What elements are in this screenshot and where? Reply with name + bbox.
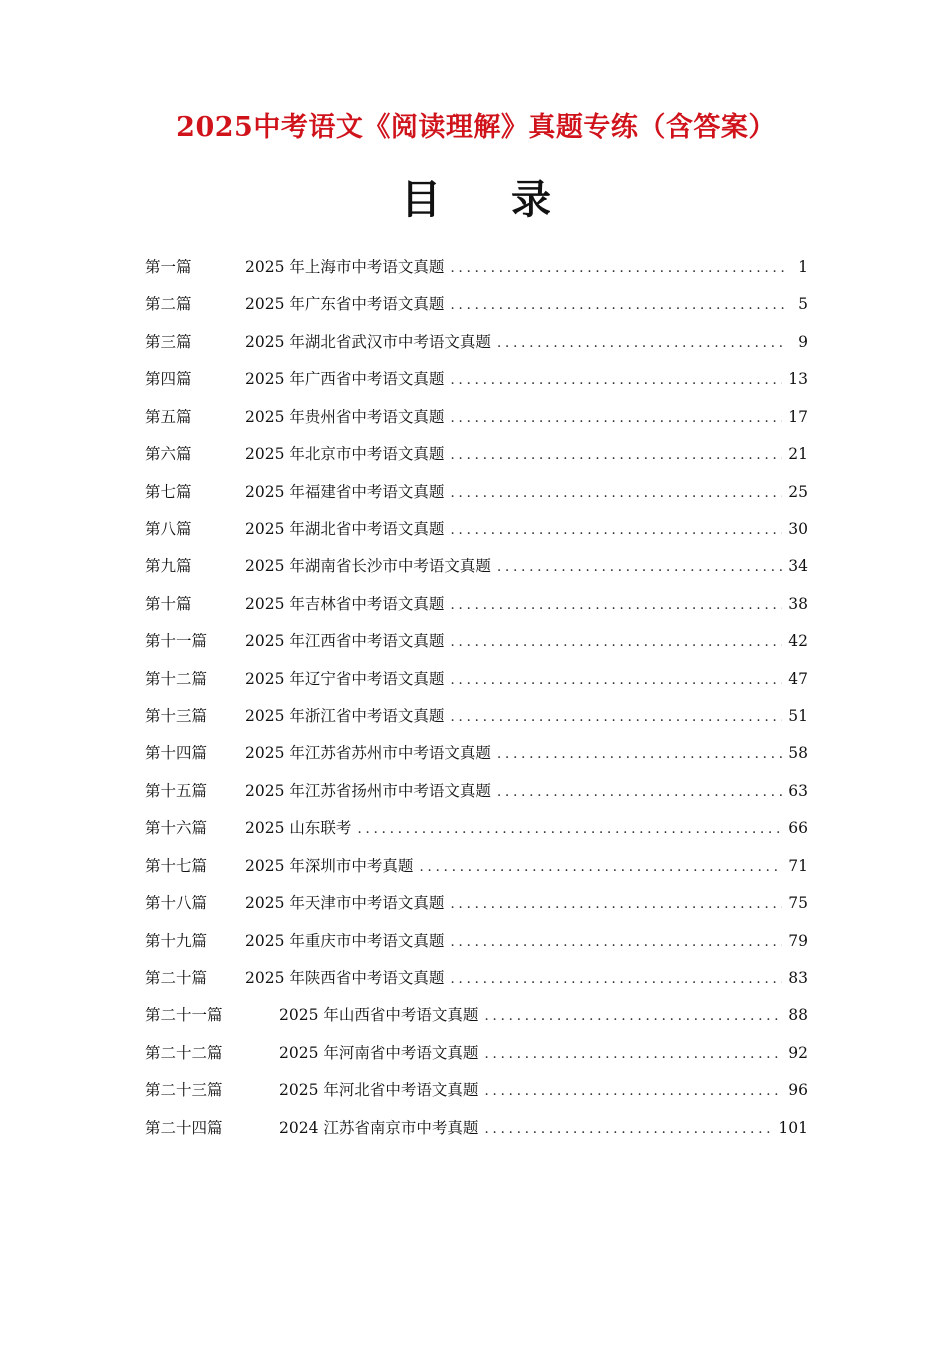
toc-entry-page-number: 51 [788,707,808,726]
toc-dot-leader [497,325,788,362]
toc-entry[interactable] [145,436,808,473]
toc-entry-title: 2025 年湖北省中考语文真题 [245,519,445,538]
toc-entry-page-number: 17 [788,407,808,426]
toc-entry-title: 2025 年山西省中考语文真题 [279,1006,479,1025]
toc-entry[interactable] [145,698,808,735]
toc-entry-label: 第二十篇 [145,969,208,988]
toc-entry-page-number: 96 [788,1081,808,1100]
toc-dot-leader [484,1036,782,1073]
toc-entry-title: 2025 年上海市中考语文真题 [245,258,445,276]
toc-entry-title: 2025 年江西省中考语文真题 [245,632,445,651]
toc-entry-title: 2024 江苏省南京市中考真题 [279,1118,479,1137]
toc-entry[interactable] [145,511,808,548]
toc-entry-page-number: 63 [788,781,808,800]
toc-entry-label: 第十五篇 [145,781,208,800]
toc-dot-leader [450,961,782,998]
toc-entry-label: 第二十四篇 [145,1118,223,1137]
toc-entry-title: 2025 年吉林省中考语文真题 [245,594,445,613]
toc-entry-label: 第二十一篇 [145,1006,223,1025]
toc-entry-title: 2025 年江苏省苏州市中考语文真题 [245,744,491,763]
toc-entry-page-number: 75 [788,894,808,913]
table-of-contents [145,249,808,1147]
toc-entry-page-number: 38 [788,594,808,613]
toc-entry-label: 第二篇 [145,295,192,314]
toc-entry-page-number: 101 [778,1118,808,1137]
toc-entry-page-number: 5 [798,295,808,314]
toc-entry-label: 第十六篇 [145,819,208,838]
toc-entry-page-number: 83 [788,969,808,988]
toc-entry-label: 第四篇 [145,370,192,389]
toc-entry-title: 2025 年河北省中考语文真题 [279,1081,479,1100]
toc-dot-leader [450,662,782,699]
toc-entry[interactable] [145,474,808,511]
toc-entry-label: 第十七篇 [145,856,208,875]
toc-entry-page-number: 30 [788,519,808,538]
toc-entry-title: 2025 年北京市中考语文真题 [245,445,445,464]
toc-entry-page-number: 42 [788,632,808,651]
toc-dot-leader [450,400,782,437]
toc-entry[interactable] [145,548,808,585]
toc-entry-page-number: 88 [788,1006,808,1025]
toc-entry-page-number: 13 [788,370,808,389]
toc-dot-leader [357,811,782,848]
toc-dot-leader [497,736,782,773]
toc-entry-label: 第十篇 [145,594,192,613]
toc-entry-title: 2025 年浙江省中考语文真题 [245,707,445,726]
toc-entry-title: 2025 年湖南省长沙市中考语文真题 [245,557,491,576]
toc-dot-leader [450,587,782,624]
toc-entry[interactable] [145,810,808,847]
toc-entry-title: 2025 年陕西省中考语文真题 [245,969,445,988]
toc-entry-label: 第十二篇 [145,669,208,688]
toc-entry-title: 2025 年贵州省中考语文真题 [245,407,445,426]
toc-entry-title: 2025 年湖北省武汉市中考语文真题 [245,332,491,351]
toc-entry[interactable] [145,735,808,772]
toc-dot-leader [497,549,782,586]
toc-entry[interactable] [145,960,808,997]
toc-entry-page-number: 47 [788,669,808,688]
toc-entry-title: 2025 年辽宁省中考语文真题 [245,669,445,688]
toc-entry[interactable] [145,997,808,1034]
toc-entry-page-number: 71 [788,856,808,875]
toc-entry-label: 第五篇 [145,407,192,426]
toc-entry-label: 第一篇 [145,258,192,276]
toc-entry-title: 2025 年广东省中考语文真题 [245,295,445,314]
toc-dot-leader [419,849,782,886]
toc-entry[interactable] [145,1110,808,1147]
toc-entry-title: 2025 年重庆市中考语文真题 [245,931,445,950]
toc-entry-title: 2025 年江苏省扬州市中考语文真题 [245,781,491,800]
toc-entry-label: 第十一篇 [145,632,208,651]
toc-entry[interactable] [145,848,808,885]
toc-dot-leader [450,362,782,399]
toc-entry[interactable] [145,885,808,922]
toc-entry-title: 2025 年天津市中考语文真题 [245,894,445,913]
toc-entry-label: 第十九篇 [145,931,208,950]
toc-entry-label: 第八篇 [145,519,192,538]
toc-dot-leader [484,1073,782,1110]
toc-entry[interactable] [145,399,808,436]
toc-entry[interactable] [145,623,808,660]
toc-entry[interactable] [145,586,808,623]
toc-entry[interactable] [145,324,808,361]
toc-entry-title: 2025 山东联考 [245,819,352,838]
toc-entry-label: 第十八篇 [145,894,208,913]
toc-entry[interactable] [145,361,808,398]
toc-dot-leader [450,512,782,549]
toc-dot-leader [497,774,782,811]
toc-heading: 目 录 [401,176,579,223]
toc-entry[interactable] [145,661,808,698]
toc-dot-leader [450,886,782,923]
toc-entry-page-number: 9 [798,332,808,351]
toc-entry-page-number: 66 [788,819,808,838]
toc-entry[interactable] [145,286,808,323]
toc-entry-title: 2025 年河南省中考语文真题 [279,1043,479,1062]
toc-entry-label: 第二十二篇 [145,1043,223,1062]
toc-entry[interactable] [145,1035,808,1072]
toc-entry-title: 2025 年深圳市中考真题 [245,856,414,875]
toc-entry-page-number: 1 [798,258,808,276]
toc-entry[interactable] [145,773,808,810]
toc-entry-page-number: 25 [788,482,808,501]
toc-entry-label: 第三篇 [145,332,192,351]
toc-entry-page-number: 58 [788,744,808,763]
toc-entry-label: 第十四篇 [145,744,208,763]
toc-entry-page-number: 79 [788,931,808,950]
toc-dot-leader [450,924,782,961]
toc-dot-leader [450,250,788,287]
toc-dot-leader [450,287,788,324]
toc-entry-page-number: 21 [788,445,808,464]
toc-dot-leader [484,998,782,1035]
document-title: 2025中考语文《阅读理解》真题专练（含答案） [176,112,776,143]
toc-entry[interactable] [145,923,808,960]
toc-dot-leader [450,475,782,512]
toc-entry[interactable] [145,1072,808,1109]
toc-entry-label: 第二十三篇 [145,1081,223,1100]
toc-entry-page-number: 92 [788,1043,808,1062]
toc-dot-leader [450,699,782,736]
toc-entry-label: 第十三篇 [145,707,208,726]
toc-entry-title: 2025 年广西省中考语文真题 [245,370,445,389]
toc-entry-label: 第七篇 [145,482,192,501]
toc-dot-leader [450,437,782,474]
toc-entry-title: 2025 年福建省中考语文真题 [245,482,445,501]
toc-entry-label: 第六篇 [145,445,192,464]
toc-dot-leader [484,1111,772,1148]
toc-entry-label: 第九篇 [145,557,192,576]
toc-dot-leader [450,624,782,661]
toc-entry-page-number: 34 [788,557,808,576]
toc-entry[interactable] [145,249,808,286]
